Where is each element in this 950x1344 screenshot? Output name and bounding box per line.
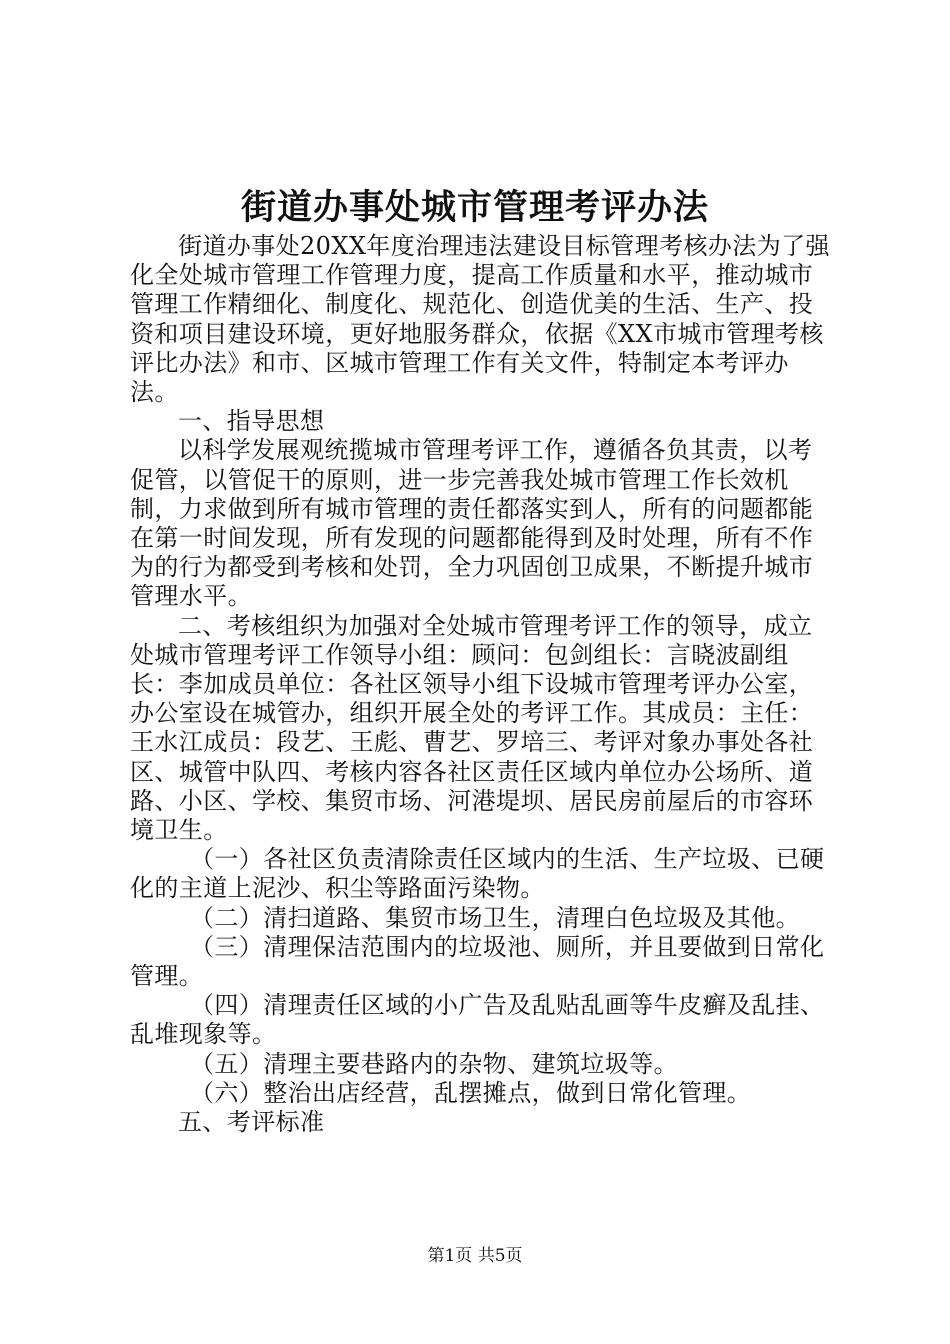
list-item-4: （四）清理责任区域的小广告及乱贴乱画等牛皮癣及乱挂、乱堆现象等。 <box>130 991 825 1049</box>
paragraph-guiding-thought: 以科学发展观统揽城市管理考评工作，遵循各负其责，以考促管，以管促干的原则，进一步完善我处城市管理工作长效机制，力求做到所有城市管理的责任都落实到人，所有的问题都能在第一时间发现，所有发现的问题都能得到及时处理，所有不作为的行为都受到考核和处罚，全力巩固创卫成果，不断提升城市管理水平。 <box>130 436 814 611</box>
paragraph-organization: 二、考核组织为加强对全处城市管理考评工作的领导，成立处城市管理考评工作领导小组：顾问：包剑组长：言晓波副组长：李加成员单位：各社区领导小组下设城市管理考评办公室，办公室设在城管办，组织开展全处的考评工作。其成员：主任：王水江成员：段艺、王彪、曹艺、罗培三、考评对象办事处各社区、城管中队四、考核内容各社区责任区域内单位办公场所、道路、小区、学校、集贸市场、河港堤坝、居民房前屋后的市容环境卫生。 <box>130 611 814 845</box>
heading-guiding-thought: 一、指导思想 <box>178 407 325 436</box>
list-item-3: （三）清理保洁范围内的垃圾池、厕所，并且要做到日常化管理。 <box>130 932 825 991</box>
list-item-1: （一）各社区负责清除责任区域内的生活、生产垃圾、已硬化的主道上泥沙、积尘等路面污染物。 <box>130 845 825 903</box>
list-item-5: （五）清理主要巷路内的杂物、建筑垃圾等。 <box>190 1049 678 1078</box>
heading-evaluation-standard: 五、考评标准 <box>178 1108 325 1137</box>
document-title: 街道办事处城市管理考评办法 <box>240 187 709 228</box>
list-item-2: （二）清扫道路、集贸市场卫生，清理白色垃圾及其他。 <box>190 903 800 932</box>
paragraph-intro: 街道办事处20XX年度治理违法建设目标管理考核办法为了强化全处城市管理工作管理力度，提高工作质量和水平，推动城市管理工作精细化、制度化、规范化、创造优美的生活、生产、投资和项目建设环境，更好地服务群众，依据《XX市城市管理考核评比办法》和市、区城市管理工作有关文件，特制定本考评办法。 <box>130 232 830 407</box>
page-number-footer: 第1页 共5页 <box>427 1246 523 1266</box>
list-item-6: （六）整治出店经营，乱摆摊点，做到日常化管理。 <box>190 1078 752 1107</box>
document-body <box>130 232 830 1137</box>
